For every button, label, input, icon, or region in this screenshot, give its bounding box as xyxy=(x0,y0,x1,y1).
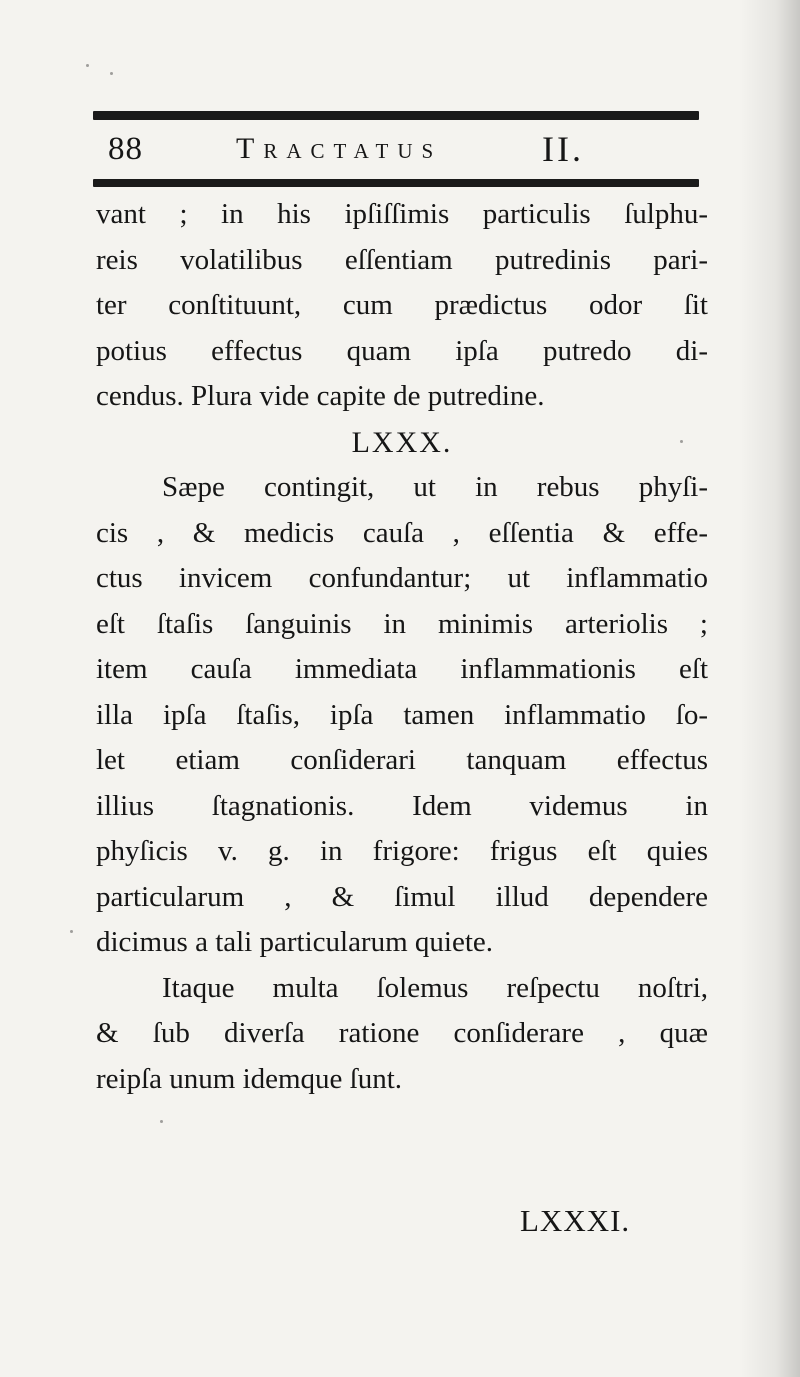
text-line: & ſub diverſa ratione conſiderare , quæ xyxy=(96,1017,708,1049)
paper-speck xyxy=(680,440,683,443)
section-heading: LXXX. xyxy=(351,425,453,459)
text-line: particularum , & ſimul illud dependere xyxy=(96,880,708,913)
page-number: 88 xyxy=(108,131,143,167)
body-text xyxy=(96,192,708,1102)
text-line: illius ſtagnationis. Idem videmus in xyxy=(96,789,708,822)
text-line: vant ; in his ipſiſſimis particulis ſulphu- xyxy=(96,198,708,230)
paper-speck xyxy=(86,64,89,67)
running-title: Tractatus xyxy=(236,132,443,165)
text-line: Sæpe contingit, ut in rebus phyſi- xyxy=(162,471,708,503)
paper-speck xyxy=(110,72,113,75)
running-title-number: II. xyxy=(542,129,584,169)
header-rule-bottom xyxy=(93,179,699,187)
text-line: cendus. Plura vide capite de putredine. xyxy=(96,380,545,412)
page-edge-shadow xyxy=(740,0,800,1377)
text-line: potius effectus quam ipſa putredo di- xyxy=(96,334,708,367)
text-line: ctus invicem confundantur; ut inflammatio xyxy=(96,562,708,594)
paper-speck xyxy=(70,930,73,933)
text-line: ter conſtituunt, cum prædictus odor ſit xyxy=(96,289,708,321)
text-line: item cauſa immediata inflammationis eſt xyxy=(96,653,708,685)
text-line: eſt ſtaſis ſanguinis in minimis arteriolis ; xyxy=(96,607,708,640)
catchword: LXXXI. xyxy=(520,1203,631,1238)
text-line: let etiam conſiderari tanquam effectus xyxy=(96,744,708,776)
text-line: phyſicis v. g. in frigore: frigus eſt quies xyxy=(96,835,708,867)
text-line: illa ipſa ſtaſis, ipſa tamen inflammatio ſo- xyxy=(96,698,708,731)
paper-speck xyxy=(160,1120,163,1123)
text-line: cis , & medicis cauſa , eſſentia & effe- xyxy=(96,516,708,549)
text-line: Itaque multa ſolemus reſpectu noſtri, xyxy=(162,971,708,1004)
text-line: dicimus a tali particularum quiete. xyxy=(96,926,494,958)
header-rule-top xyxy=(93,111,699,120)
running-head xyxy=(108,126,698,172)
text-line: reis volatilibus eſſentiam putredinis pari- xyxy=(96,243,708,276)
text-line: reipſa unum idemque ſunt. xyxy=(96,1062,403,1095)
